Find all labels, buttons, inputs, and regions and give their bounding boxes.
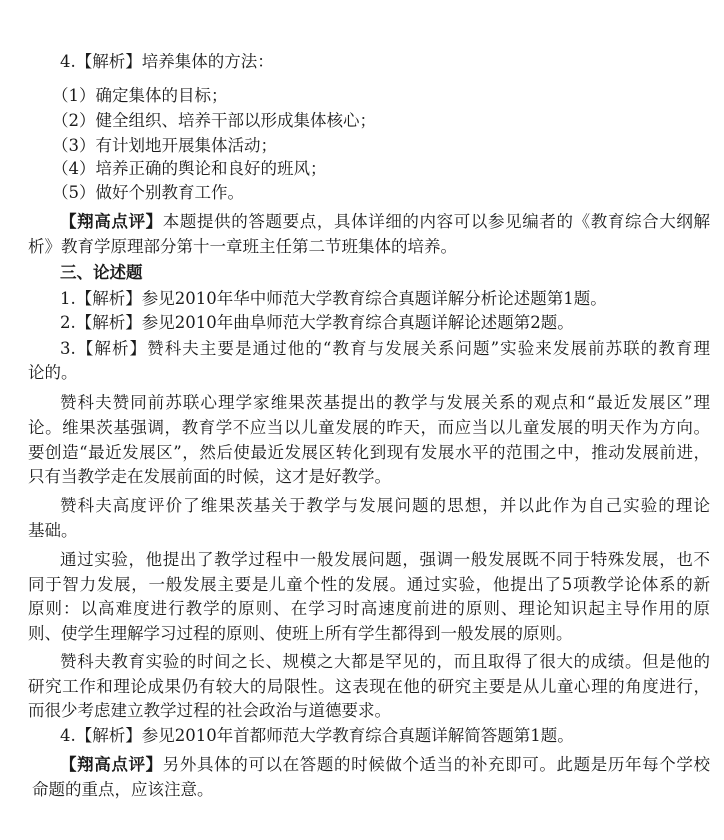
comment-line: [60, 754, 710, 776]
answer-4: 4.【解析】参见2010年首都师范大学教育综合真题详解简答题第1题。: [60, 726, 574, 745]
label: 4.【解析】: [60, 52, 142, 71]
paragraph-line: 而很少考虑建立教学过程的社会政治与道德要求。: [28, 701, 391, 720]
paragraph-line: 通过实验，他提出了教学过程中一般发展问题，强调一般发展既不同于特殊发展，也不: [60, 550, 710, 569]
paragraph-line: 则、使学生理解学习过程的原则、使班上所有学生都得到一般发展的原则。: [28, 624, 573, 643]
answer-3-line: 论的。: [28, 363, 78, 382]
list-item: （2）健全组织、培养干部以形成集体核心；: [52, 111, 376, 130]
paragraph-line: 赞科夫高度评价了维果茨基关于教学与发展问题的思想，并以此作为自己实验的理论: [60, 496, 710, 515]
text: 另外具体的可以在答题的时候做个适当的补充即可。此题是历年每个学校: [162, 755, 711, 774]
paragraph-line: 研究工作和理论成果仍有较大的局限性。这表现在他的研究主要是从儿童心理的角度进行，: [28, 677, 710, 696]
list-item: （4）培养正确的舆论和良好的班风；: [52, 159, 327, 178]
list-item: （3）有计划地开展集体活动；: [52, 136, 277, 155]
paragraph-line: 赞科夫教育实验的时间之长、规模之大都是罕见的，而且取得了很大的成绩。但是他的: [60, 652, 710, 671]
paragraph-line: 同于智力发展，一般发展主要是儿童个性的发展。通过实验，他提出了5项教学论体系的新: [28, 575, 710, 594]
comment-line: [60, 211, 710, 233]
text: 本题提供的答题要点，具体详细的内容可以参见编者的《教育综合大纲解: [162, 212, 711, 231]
text: 培养集体的方法：: [141, 52, 274, 71]
answer-3-line: 3.【解析】赞科夫主要是通过他的“教育与发展关系问题”实验来发展前苏联的教育理: [60, 339, 710, 358]
comment-label: 【翔高点评】: [60, 212, 163, 231]
comment-line: 析》教育学原理部分第十一章班主任第二节班集体的培养。: [28, 237, 457, 256]
answer-1: 1.【解析】参见2010年华中师范大学教育综合真题详解分析论述题第1题。: [60, 289, 607, 308]
list-item: （5）做好个别教育工作。: [52, 183, 244, 202]
list-item: （1）确定集体的目标；: [52, 86, 228, 105]
paragraph-line: 要创造“最近发展区”，然后使最近发展区转化到现有发展水平的范围之中，推动发展前进，: [28, 443, 710, 462]
answer-4-heading: [60, 51, 710, 73]
comment-line: 命题的重点，应该注意。: [32, 780, 214, 799]
section-heading: 三、论述题: [60, 263, 143, 282]
paragraph-line: 论。维果茨基强调，教育学不应当以儿童发展的昨天，而应当以儿童发展的明天作为方向。: [28, 418, 710, 437]
paragraph-line: 原则：以高难度进行教学的原则、在学习时高速度前进的原则、理论知识起主导作用的原: [28, 599, 710, 618]
paragraph-line: 只有当教学走在发展前面的时候，这才是好教学。: [28, 467, 391, 486]
paragraph-line: 赞科夫赞同前苏联心理学家维果茨基提出的教学与发展关系的观点和“最近发展区”理: [60, 393, 710, 412]
comment-label: 【翔高点评】: [60, 755, 163, 774]
answer-2: 2.【解析】参见2010年曲阜师范大学教育综合真题详解论述题第2题。: [60, 313, 574, 332]
paragraph-line: 基础。: [28, 521, 78, 540]
